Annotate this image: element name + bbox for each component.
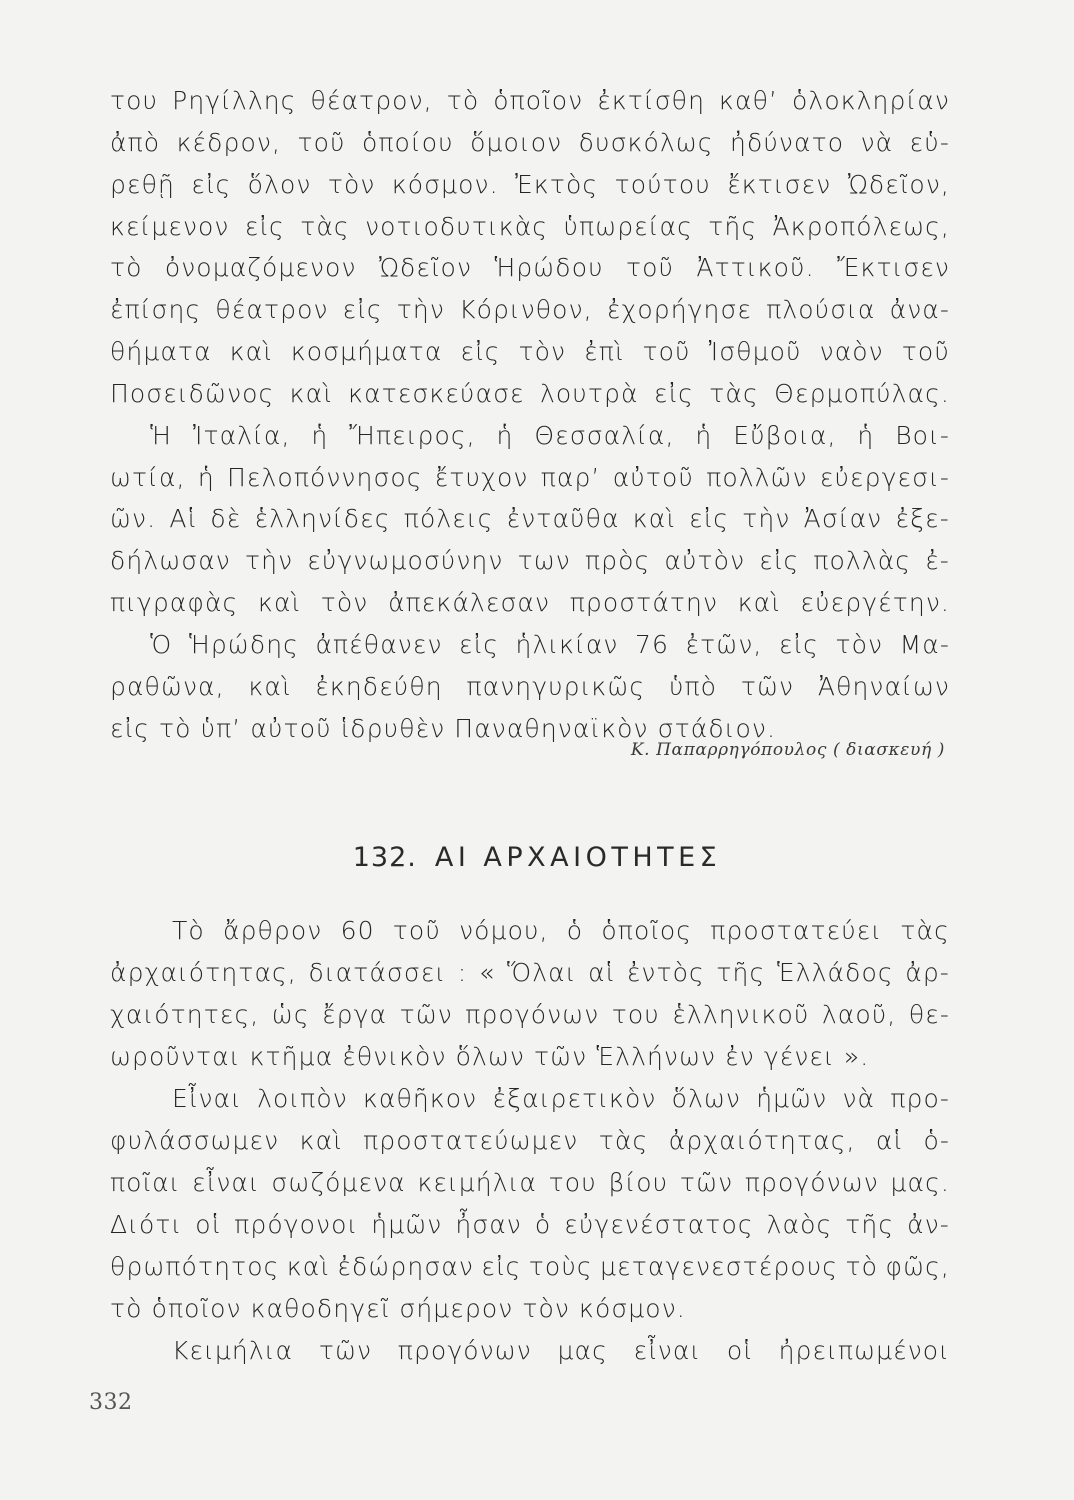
text-line: του Ρηγίλλης θέατρον, τὸ ὁποῖον ἐκτίσθη καθ’ ὁλοκληρίαν [110,86,950,115]
text-line: τὸ ὀνομαζόμενον Ὠδεῖον Ἡρώδου τοῦ Ἀττικοῦ. Ἔκτισεν [110,253,950,282]
text-line: θήματα καὶ κοσμήματα εἰς τὸν ἐπὶ τοῦ Ἰσθμοῦ ναὸν τοῦ [110,337,950,366]
text-line: ἀρχαιότητας, διατάσσει : « Ὅλαι αἱ ἐντὸς τῆς Ἑλλάδος ἀρ- [110,958,950,987]
paragraph-start-line: Ἡ Ἰταλία, ἡ Ἤπειρος, ἡ Θεσσαλία, ἡ Εὔβοια, ἡ Βοι- [150,421,950,450]
section-title: ΑΙ ΑΡΧΑΙΟΤΗΤΕΣ [434,842,722,873]
text-line: ῶν. Αἱ δὲ ἑλληνίδες πόλεις ἐνταῦθα καὶ εἰς τὴν Ἀσίαν ἐξε- [110,504,950,533]
paragraph-start-line: Εἶναι λοιπὸν καθῆκον ἐξαιρετικὸν ὅλων ἡμῶν νὰ προ- [172,1084,950,1113]
text-line: ἀπὸ κέδρον, τοῦ ὁποίου ὅμοιον δυσκόλως ἠδύνατο νὰ εὑ- [110,128,950,157]
paragraph-start-line: Τὸ ἄρθρον 60 τοῦ νόμου, ὁ ὁποῖος προστατεύει τὰς [172,916,950,945]
text-line: φυλάσσωμεν καὶ προστατεύωμεν τὰς ἀρχαιότητας, αἱ ὁ- [110,1126,950,1155]
section-heading [0,842,1074,873]
paragraph-start-line: Ὁ Ἡρώδης ἀπέθανεν εἰς ἡλικίαν 76 ἐτῶν, εἰς τὸν Μα- [150,630,950,659]
text-line: Ποσειδῶνος καὶ κατεσκεύασε λουτρὰ εἰς τὰς Θερμοπύλας. [110,379,950,408]
text-line: εἰς τὸ ὑπ’ αὐτοῦ ἱδρυθὲν Παναθηναϊκὸν στάδιον. [110,714,777,743]
text-line: κείμενον εἰς τὰς νοτιοδυτικὰς ὑπωρείας τῆς Ἀκροπόλεως, [110,212,950,241]
text-line: πιγραφὰς καὶ τὸν ἀπεκάλεσαν προστάτην καὶ εὐεργέτην. [110,588,950,617]
section-number: 132. [352,842,417,873]
text-line: ποῖαι εἶναι σωζόμενα κειμήλια του βίου τῶν προγόνων μας. [110,1168,950,1197]
text-line: θρωπότητος καὶ ἐδώρησαν εἰς τοὺς μεταγενεστέρους τὸ φῶς, [110,1252,950,1281]
text-line: ρεθῇ εἰς ὅλον τὸν κόσμον. Ἐκτὸς τούτου ἔκτισεν Ὠδεῖον, [110,170,950,199]
text-line: ωροῦνται κτῆμα ἐθνικὸν ὅλων τῶν Ἑλλήνων ἐν γένει ». [110,1042,870,1071]
text-line: ωτία, ἡ Πελοπόννησος ἔτυχον παρ’ αὐτοῦ πολλῶν εὐεργεσι- [110,463,950,492]
paragraph-start-line: Κειμήλια τῶν προγόνων μας εἶναι οἱ ἠρειπωμένοι [172,1336,950,1365]
text-line: Διότι οἱ πρόγονοι ἡμῶν ἦσαν ὁ εὐγενέστατος λαὸς τῆς ἀν- [110,1210,950,1239]
page-number: 332 [89,1390,133,1415]
author-attribution: Κ. Παπαρρηγόπουλος ( διασκευή ) [630,740,945,760]
text-line: χαιότητες, ὡς ἔργα τῶν προγόνων του ἑλληνικοῦ λαοῦ, θε- [110,1000,950,1029]
text-line: τὸ ὁποῖον καθοδηγεῖ σήμερον τὸν κόσμον. [110,1294,686,1323]
text-line: ἐπίσης θέατρον εἰς τὴν Κόρινθον, ἐχορήγησε πλούσια ἀνα- [110,295,950,324]
text-line: δήλωσαν τὴν εὐγνωμοσύνην των πρὸς αὐτὸν εἰς πολλὰς ἐ- [110,546,950,575]
text-line: ραθῶνα, καὶ ἐκηδεύθη πανηγυρικῶς ὑπὸ τῶν Ἀθηναίων [110,672,950,701]
